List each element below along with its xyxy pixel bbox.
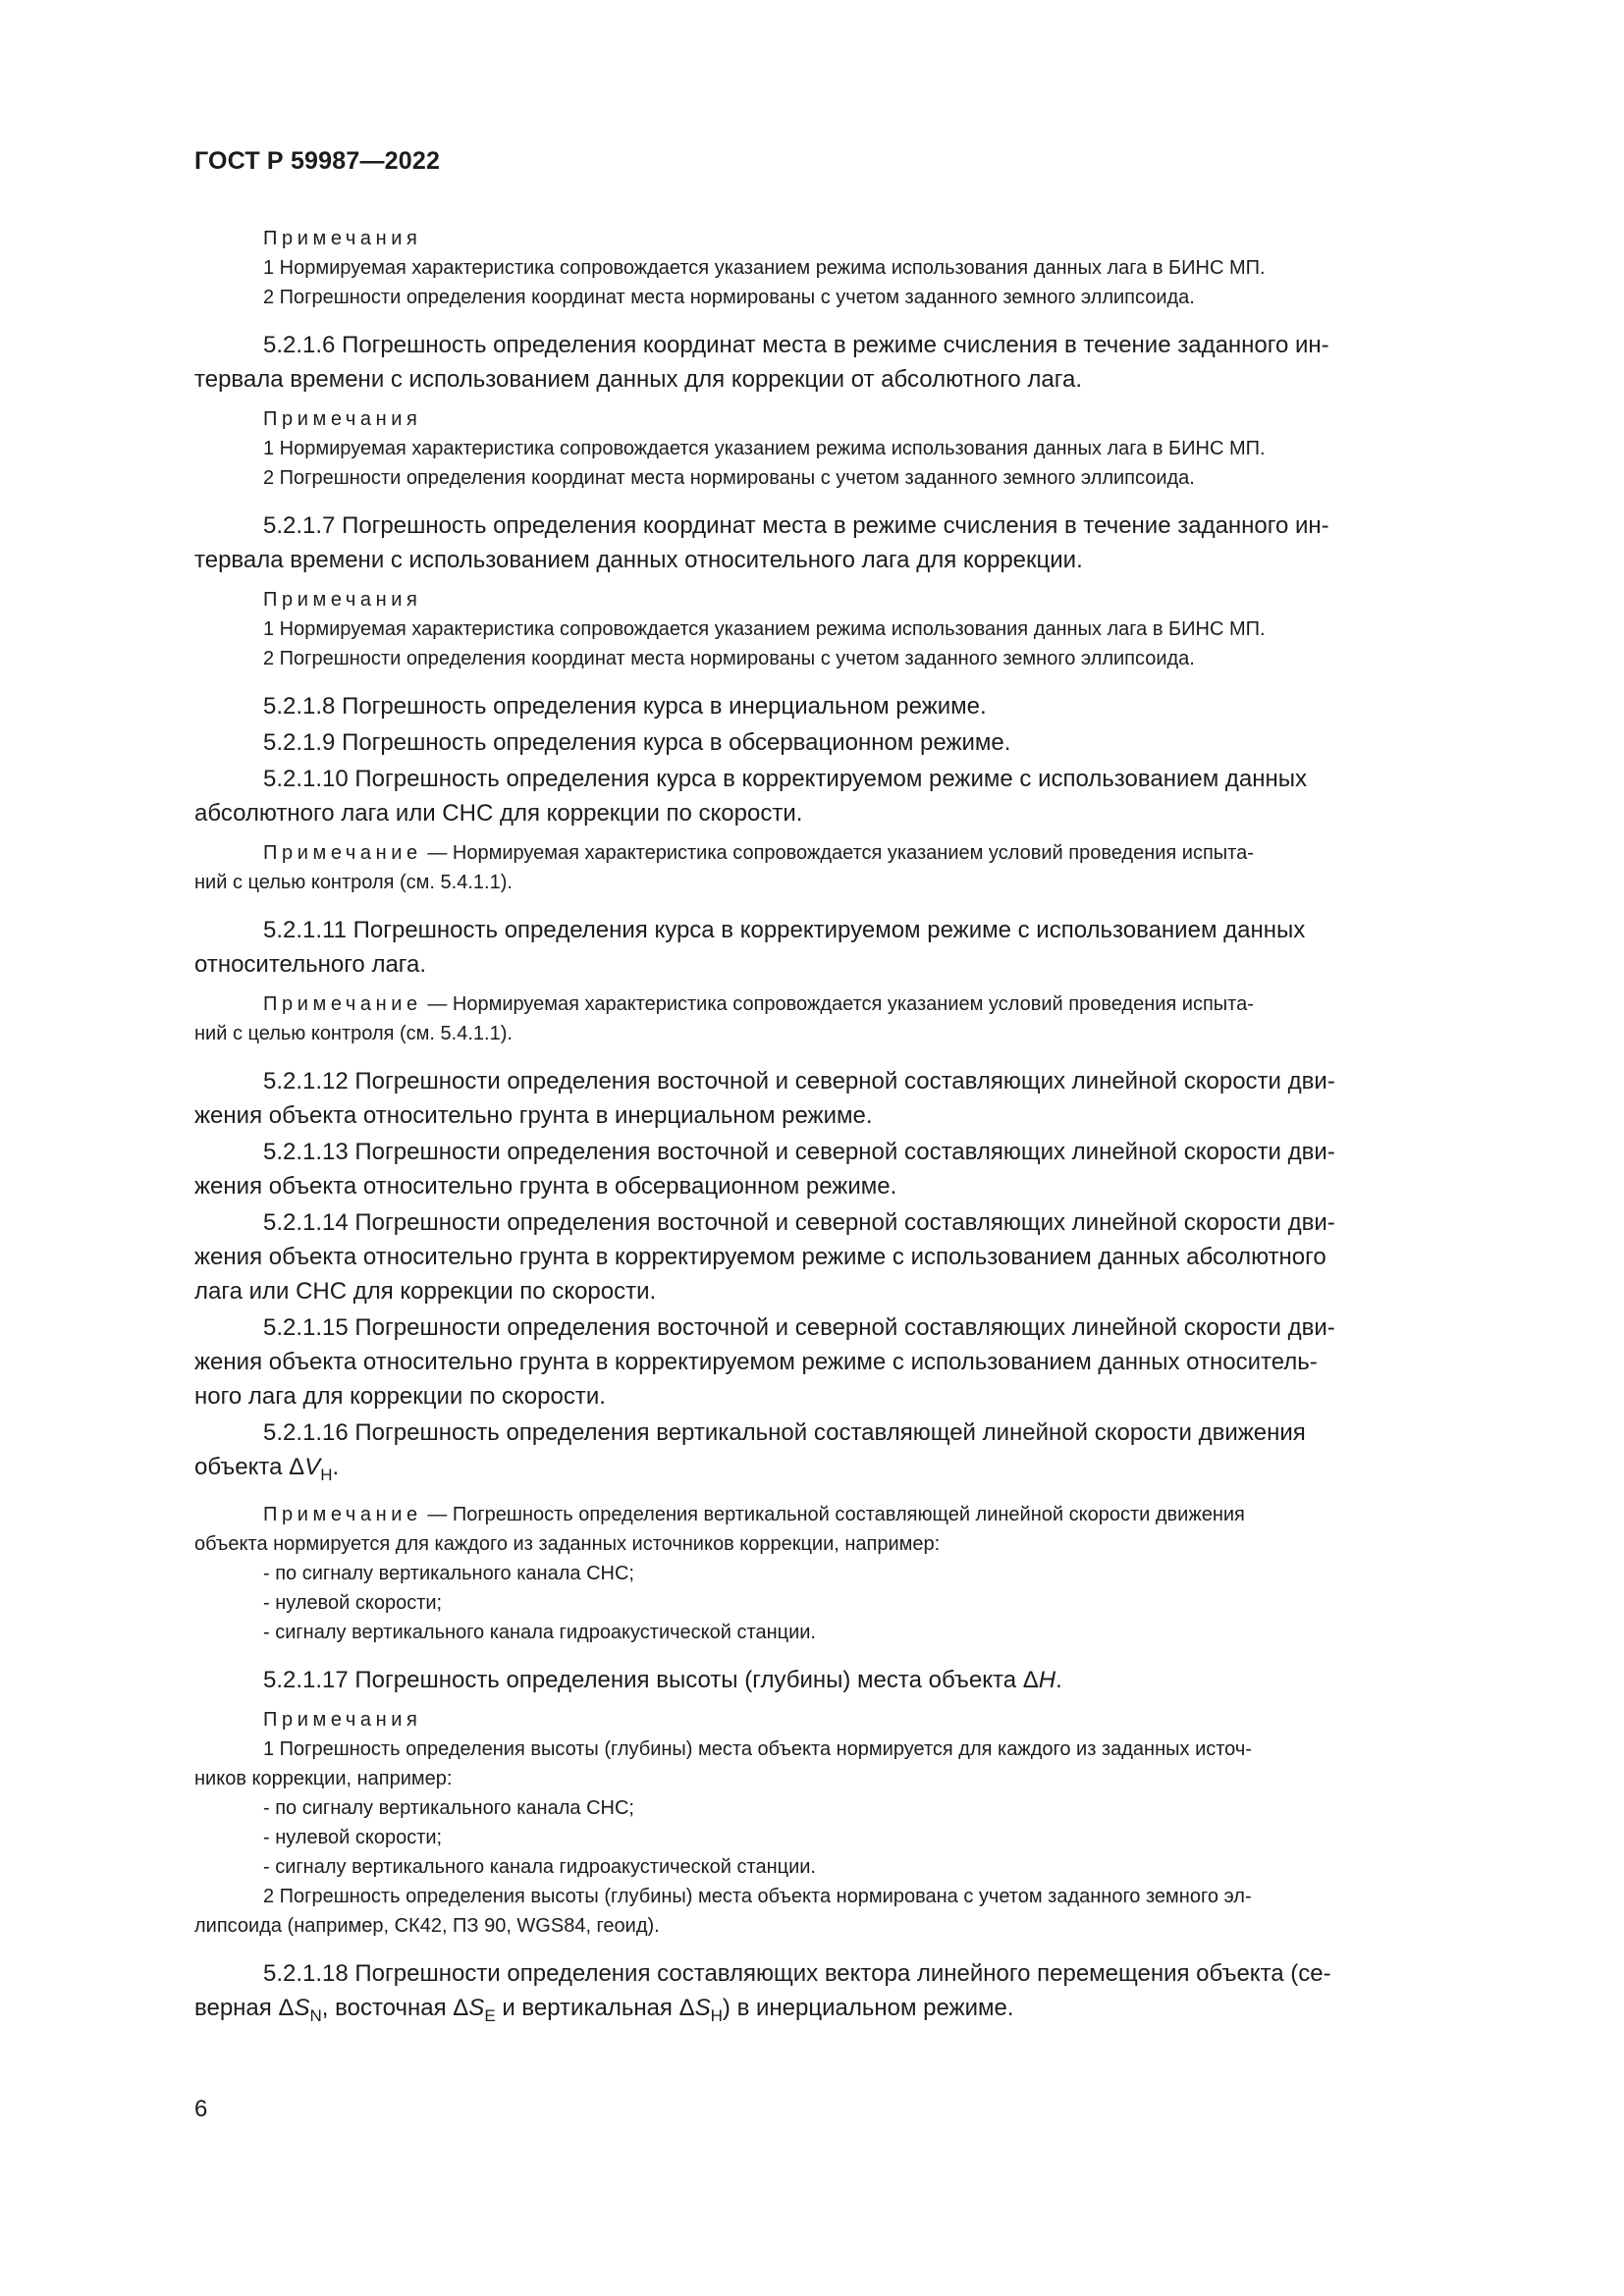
clause-5-2-1-16: 5.2.1.16 Погрешность определения вертикальной составляющей линейной скорости движения объекта $\Delta V_H$. [194, 1419, 1306, 1484]
document-header: ГОСТ Р 59987—2022 [194, 147, 441, 175]
page-number: 6 [194, 2096, 208, 2122]
clause-5-2-1-17: 5.2.1.17 Погрешность определения высоты (глубины) места объекта ΔH. [263, 1667, 1062, 1693]
list-item: - нулевой скорости; [263, 1592, 443, 1614]
note-block: Примечание — Погрешность определения вертикальной составляющей линейной скорости движения объекта нормируется для каждого из заданных источников коррекции, например: - по сигналу вертикального канала СНС; - нулевой скорости; - сигналу вертикального канала гидроакустической станции. [194, 1500, 1517, 1647]
notes-title: Примечания [263, 1709, 422, 1731]
clause-5-2-1-9: 5.2.1.9 Погрешность определения курса в обсервационном режиме. [263, 729, 1011, 756]
list-item: - по сигналу вертикального канала СНС; [263, 1797, 634, 1819]
notes-block [194, 224, 1517, 312]
clause-5-2-1-6: 5.2.1.6 Погрешность определения координат места в режиме счисления в течение заданного ин- тервала времени с использованием данных для коррекции от абсолютного лага. [194, 332, 1329, 393]
notes-block: Примечания 1 Погрешность определения высоты (глубины) места объекта нормируется для каждого из заданных источ- ников коррекции, например: - по сигналу вертикального канала СНС; - нулевой скорости; - сигналу вертикального канала гидроакустической станции. 2 Погрешность определения высоты (глубины) места объекта нормирована с учетом заданного земного эл- липсоида (например, СК42, ПЗ 90, WGS84, геоид). [194, 1705, 1517, 1941]
clause-5-2-1-15: 5.2.1.15 Погрешности определения восточной и северной составляющих линейной скорости дви- жения объекта относительно грунта в корректируемом режиме с использованием данных относитель- ного лага для коррекции по скорости. [194, 1314, 1335, 1410]
document-body [194, 224, 1517, 2035]
notes-block [194, 404, 1517, 493]
note-item: 1 Нормируемая характеристика сопровождается указанием режима использования данных лага в БИНС МП. [263, 438, 1266, 459]
clause-5-2-1-8: 5.2.1.8 Погрешность определения курса в инерциальном режиме. [263, 693, 987, 720]
clause-5-2-1-18: 5.2.1.18 Погрешности определения составляющих вектора линейного перемещения объекта (се- верная $\Delta S_N$, восточная $\Delta S_E$ и вертикальная $\Delta S_H$) в инерциальном режиме. [194, 1960, 1331, 2025]
note-item: 2 Погрешности определения координат места нормированы с учетом заданного земного эллипсоида. [263, 648, 1195, 669]
notes-title: Примечания [263, 408, 422, 430]
list-item: - нулевой скорости; [263, 1827, 443, 1848]
list-item: - по сигналу вертикального канала СНС; [263, 1563, 634, 1584]
notes-title: Примечания [263, 589, 422, 611]
notes-block [194, 585, 1517, 673]
clause-5-2-1-7: 5.2.1.7 Погрешность определения координат места в режиме счисления в течение заданного ин- тервала времени с использованием данных относительного лага для коррекции. [194, 512, 1329, 573]
note-item: 1 Нормируемая характеристика сопровождается указанием режима использования данных лага в БИНС МП. [263, 257, 1266, 279]
note-label: Примечание [263, 1504, 422, 1525]
note-item: 2 Погрешности определения координат места нормированы с учетом заданного земного эллипсоида. [263, 287, 1195, 308]
note-label: Примечание [263, 993, 422, 1015]
note-item: 2 Погрешности определения координат места нормированы с учетом заданного земного эллипсоида. [263, 467, 1195, 489]
clause-5-2-1-12: 5.2.1.12 Погрешности определения восточной и северной составляющих линейной скорости дви- жения объекта относительно грунта в инерциальном режиме. [194, 1068, 1335, 1129]
note-block: Примечание — Нормируемая характеристика сопровождается указанием условий проведения испыта- ний с целью контроля (см. 5.4.1.1). [194, 993, 1254, 1044]
clause-5-2-1-14: 5.2.1.14 Погрешности определения восточной и северной составляющих линейной скорости дви- жения объекта относительно грунта в корректируемом режиме с использованием данных абсолютного лага или СНС для коррекции по скорости. [194, 1209, 1335, 1305]
note-item: 2 Погрешность определения высоты (глубины) места объекта нормирована с учетом заданного земного эл- [263, 1886, 1252, 1907]
clause-5-2-1-10: 5.2.1.10 Погрешность определения курса в корректируемом режиме с использованием данных абсолютного лага или СНС для коррекции по скорости. [194, 766, 1307, 827]
note-item: 1 Погрешность определения высоты (глубины) места объекта нормируется для каждого из заданных источ- [263, 1738, 1252, 1760]
list-item: - сигналу вертикального канала гидроакустической станции. [263, 1856, 816, 1878]
clause-5-2-1-11: 5.2.1.11 Погрешность определения курса в корректируемом режиме с использованием данных относительного лага. [194, 917, 1306, 978]
list-item: - сигналу вертикального канала гидроакустической станции. [263, 1622, 816, 1643]
note-item: 1 Нормируемая характеристика сопровождается указанием режима использования данных лага в БИНС МП. [263, 618, 1266, 640]
notes-title: Примечания [263, 228, 422, 249]
note-label: Примечание [263, 842, 422, 864]
note-block: Примечание — Нормируемая характеристика сопровождается указанием условий проведения испыта- ний с целью контроля (см. 5.4.1.1). [194, 842, 1254, 893]
clause-5-2-1-13: 5.2.1.13 Погрешности определения восточной и северной составляющих линейной скорости дви- жения объекта относительно грунта в обсервационном режиме. [194, 1139, 1335, 1200]
